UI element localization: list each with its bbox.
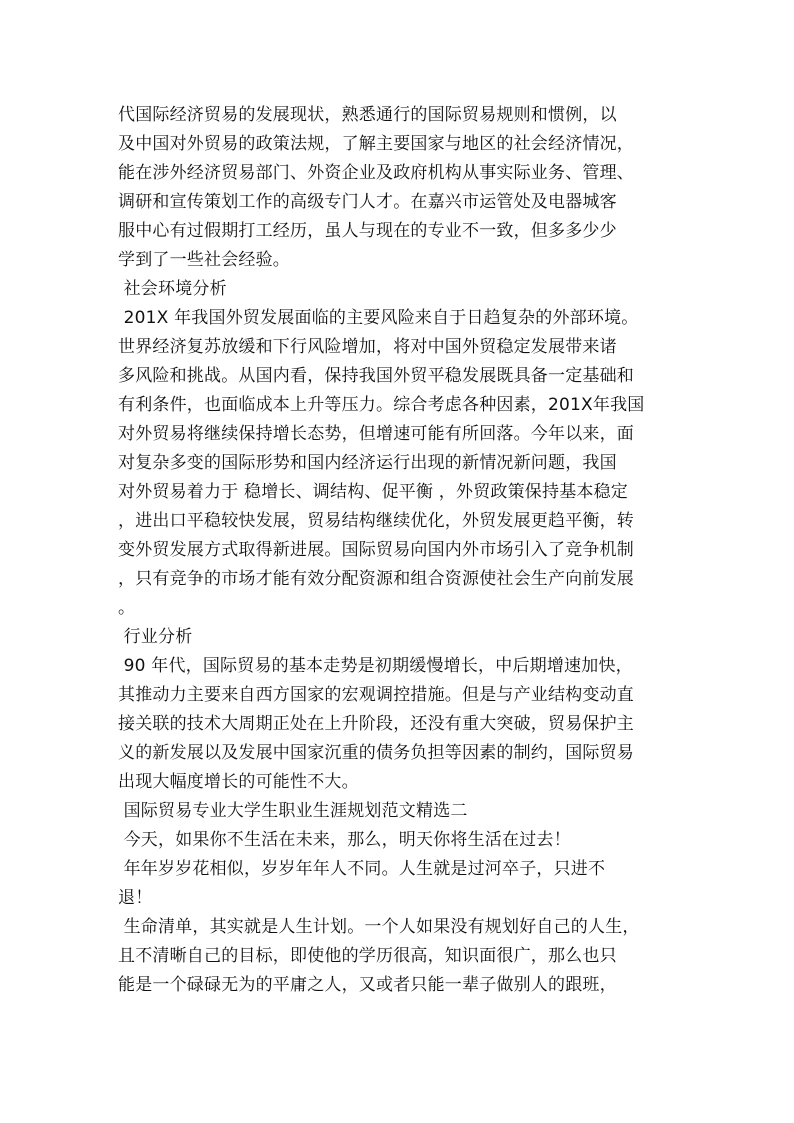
- text-line: 其推动力主要来自西方国家的宏观调控措施。但是与产业结构变动直: [118, 685, 634, 705]
- section-heading-social-environment: 社会环境分析: [118, 279, 227, 299]
- text-line: 90 年代，国际贸易的基本走势是初期缓慢增长，中后期增速加快，: [118, 656, 633, 676]
- text-line: 能是一个碌碌无为的平庸之人，又或者只能一辈子做别人的跟班，: [118, 975, 617, 995]
- text-line: 出现大幅度增长的可能性不大。: [118, 772, 359, 792]
- text-line: 对外贸易着力于 稳增长、调结构、促平衡 ，外贸政策保持基本稳定: [118, 482, 629, 502]
- text-line: 有利条件，也面临成本上升等压力。综合考虑各种因素，201X年我国: [118, 395, 645, 415]
- text-line: 接关联的技术大周期正处在上升阶段，还没有重大突破，贸易保护主: [118, 714, 634, 734]
- text-line: ，只有竞争的市场才能有效分配资源和组合资源使社会生产向前发展: [118, 569, 634, 589]
- text-line: 退！: [118, 888, 153, 908]
- text-line: 变外贸发展方式取得新进展。国际贸易向国内外市场引入了竞争机制: [118, 540, 634, 560]
- text-line: 服中心有过假期打工经历，虽人与现在的专业不一致，但多多少少: [118, 221, 617, 241]
- text-line: 对复杂多变的国际形势和国内经济运行出现的新情况新问题，我国: [118, 453, 617, 473]
- text-line: 生命清单，其实就是人生计划。一个人如果没有规划好自己的人生，: [118, 917, 640, 937]
- text-line: 多风险和挑战。从国内看，保持我国外贸平稳发展既具备一定基础和: [118, 366, 634, 386]
- text-line: 调研和宣传策划工作的高级专门人才。在嘉兴市运管处及电器城客: [118, 192, 617, 212]
- text-line: 对外贸易将继续保持增长态势，但增速可能有所回落。今年以来，面: [118, 424, 634, 444]
- text-line: 学到了一些社会经验。: [118, 250, 290, 270]
- section-heading-industry-analysis: 行业分析: [118, 627, 193, 647]
- text-line: 义的新发展以及发展中国家沉重的债务负担等因素的制约，国际贸易: [118, 743, 634, 763]
- text-line: 年年岁岁花相似，岁岁年年人不同。人生就是过河卒子，只进不: [118, 859, 606, 879]
- text-line: 世界经济复苏放缓和下行风险增加，将对中国外贸稳定发展带来诸: [118, 337, 617, 357]
- text-line: 及中国对外贸易的政策法规，了解主要国家与地区的社会经济情况，: [118, 134, 634, 154]
- text-line: 能在涉外经济贸易部门、外资企业及政府机构从事实际业务、管理、: [118, 163, 634, 183]
- text-line: 201X 年我国外贸发展面临的主要风险来自于日趋复杂的外部环境。: [118, 308, 639, 328]
- text-line: ，进出口平稳较快发展，贸易结构继续优化，外贸发展更趋平衡，转: [118, 511, 634, 531]
- text-line: 今天，如果你不生活在未来，那么，明天你将生活在过去！: [118, 830, 571, 850]
- section-heading-sample-two: 国际贸易专业大学生职业生涯规划范文精选二: [118, 801, 468, 821]
- text-line: 代国际经济贸易的发展现状，熟悉通行的国际贸易规则和惯例，以: [118, 105, 617, 125]
- text-line: 。: [118, 598, 136, 618]
- text-line: 且不清晰自己的目标，即使他的学历很高，知识面很广，那么也只: [118, 946, 617, 966]
